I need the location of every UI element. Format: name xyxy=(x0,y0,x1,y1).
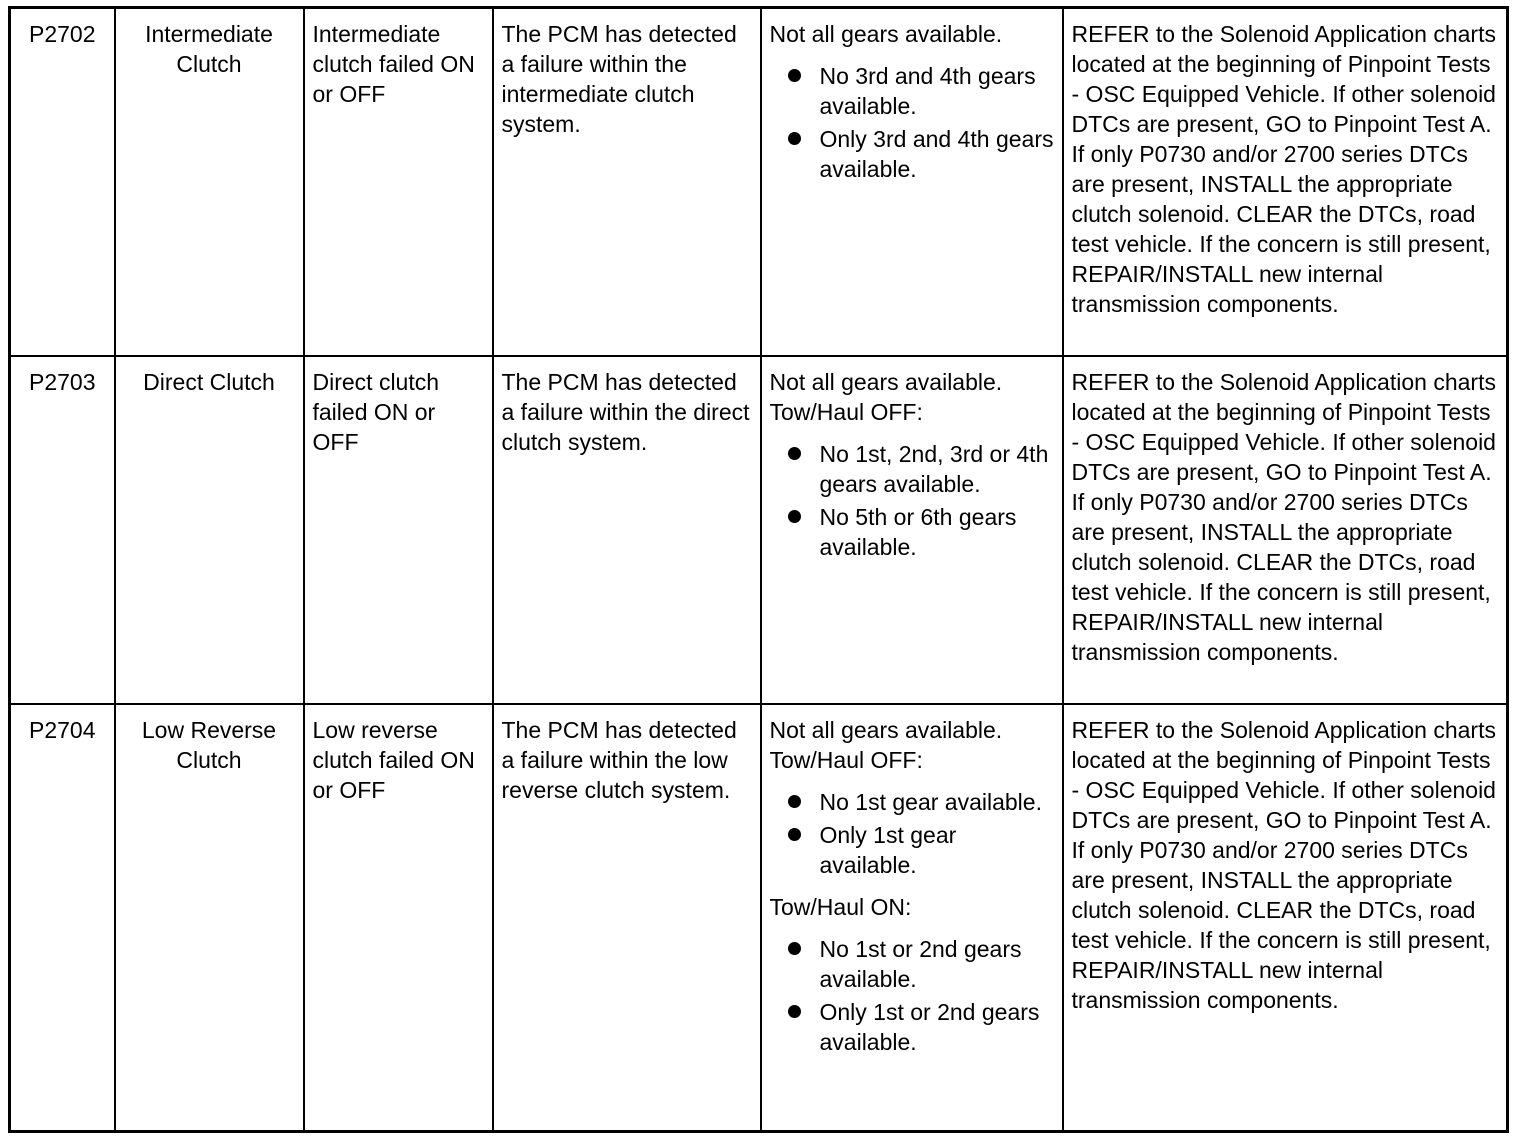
list-item xyxy=(770,997,1054,1057)
table-row xyxy=(10,704,1508,1132)
action-text: REFER to the Solenoid Application charts located at the beginning of Pinpoint Tests - OSC Equipped Vehicle. If other solenoid DTCs are present, GO to Pinpoint Test A. If only P0730 and/or 2700 series DTCs are present, INSTALL the appropriate clutch solenoid. CLEAR the DTCs, road test vehicle. If the concern is still present, REPAIR/INSTALL new internal transmission components. xyxy=(1063,8,1508,356)
symptom-cell xyxy=(761,8,1063,356)
bullet-text: No 1st gear available. xyxy=(819,788,1042,815)
bullet-text: No 5th or 6th gears available. xyxy=(819,503,1017,560)
bullet-icon xyxy=(788,1005,801,1018)
dtc-description: Direct clutch failed ON or OFF xyxy=(304,356,493,704)
list-item xyxy=(770,502,1054,562)
bullet-text: No 1st, 2nd, 3rd or 4th gears available. xyxy=(819,440,1049,497)
dtc-code: P2702 xyxy=(10,8,115,356)
symptom-group-label: Tow/Haul ON: xyxy=(769,893,912,920)
symptom-group-label: Tow/Haul OFF: xyxy=(769,746,923,773)
condition-text: The PCM has detected a failure within the intermediate clutch system. xyxy=(493,8,761,356)
table-row xyxy=(10,8,1508,356)
bullet-icon xyxy=(788,828,801,841)
action-text: REFER to the Solenoid Application charts located at the beginning of Pinpoint Tests - OSC Equipped Vehicle. If other solenoid DTCs are present, GO to Pinpoint Test A. If only P0730 and/or 2700 series DTCs are present, INSTALL the appropriate clutch solenoid. CLEAR the DTCs, road test vehicle. If the concern is still present, REPAIR/INSTALL new internal transmission components. xyxy=(1063,356,1508,704)
bullet-icon xyxy=(788,69,801,82)
bullet-icon xyxy=(788,795,801,808)
condition-text: The PCM has detected a failure within the low reverse clutch system. xyxy=(493,704,761,1132)
list-item xyxy=(770,934,1054,994)
list-item xyxy=(770,61,1054,121)
component-name: Low Reverse Clutch xyxy=(115,704,304,1132)
bullet-text: No 3rd and 4th gears available. xyxy=(819,63,1036,119)
dtc-table xyxy=(8,6,1509,1133)
symptom-intro: Not all gears available. xyxy=(769,368,1003,395)
bullet-icon xyxy=(788,510,801,523)
bullet-icon xyxy=(788,447,801,460)
dtc-code: P2703 xyxy=(10,356,115,704)
list-item xyxy=(770,787,1054,817)
list-item xyxy=(770,124,1054,184)
symptom-list xyxy=(770,61,1054,184)
symptom-list xyxy=(770,787,1054,880)
component-name: Intermediate Clutch xyxy=(115,8,304,356)
bullet-text: Only 1st or 2nd gears available. xyxy=(819,998,1040,1055)
list-item xyxy=(770,439,1054,499)
action-text: REFER to the Solenoid Application charts located at the beginning of Pinpoint Tests - OSC Equipped Vehicle. If other solenoid DTCs are present, GO to Pinpoint Test A. If only P0730 and/or 2700 series DTCs are present, INSTALL the appropriate clutch solenoid. CLEAR the DTCs, road test vehicle. If the concern is still present, REPAIR/INSTALL new internal transmission components. xyxy=(1063,704,1508,1132)
symptom-list xyxy=(770,439,1054,562)
symptom-intro: Not all gears available. xyxy=(769,716,1003,743)
table-row xyxy=(10,356,1508,704)
bullet-icon xyxy=(788,942,801,955)
symptom-cell xyxy=(761,704,1063,1132)
symptom-group-label: Tow/Haul OFF: xyxy=(769,398,923,425)
condition-text: The PCM has detected a failure within the direct clutch system. xyxy=(493,356,761,704)
bullet-icon xyxy=(788,132,801,145)
dtc-code: P2704 xyxy=(10,704,115,1132)
symptom-intro: Not all gears available. xyxy=(769,21,1003,47)
symptom-cell xyxy=(761,356,1063,704)
list-item xyxy=(770,820,1054,880)
bullet-text: No 1st or 2nd gears available. xyxy=(819,935,1022,992)
component-name: Direct Clutch xyxy=(115,356,304,704)
dtc-description: Low reverse clutch failed ON or OFF xyxy=(304,704,493,1132)
bullet-text: Only 1st gear available. xyxy=(819,821,957,878)
dtc-description: Intermediate clutch failed ON or OFF xyxy=(304,8,493,356)
bullet-text: Only 3rd and 4th gears available. xyxy=(819,126,1054,182)
symptom-list xyxy=(770,934,1054,1057)
